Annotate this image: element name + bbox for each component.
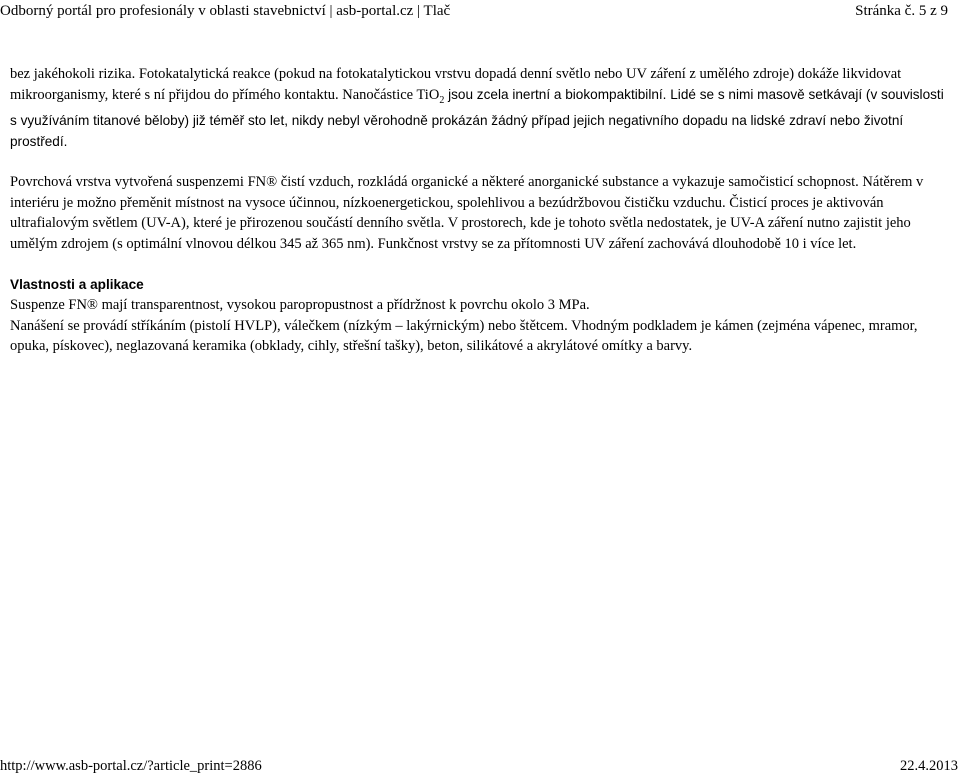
paragraph1-sentence1: bez jakéhokoli rizika. Fotokatalytická reakce (pokud na fotokatalytickou vrstvu dopadá denní světlo nebo UV záření z umělého zdroje) dokáže: [10, 66, 839, 82]
print-footer: [0, 756, 960, 776]
paragraph1-sentence4: Lidé se s nimi masově setkávají (v souvislosti s využíváním titanové běloby) již téměř sto let, nikdy nebyl věrohodně prokázán žádný případ jejich negativního dopadu na lidské zdraví nebo životní prostředí.: [10, 86, 944, 149]
subscript-2: 2: [439, 94, 445, 106]
paragraph-photocatalysis: [10, 64, 946, 152]
paragraph1-sentence3: jsou zcela inertní a biokompaktibilní.: [444, 86, 667, 102]
article-body: [10, 64, 946, 357]
section-properties: [10, 275, 946, 357]
footer-date: 22.4.2013: [900, 758, 958, 774]
site-title: Odborný portál pro profesionály v oblasti stavebnictví | asb-portal.cz | Tlač: [0, 3, 451, 19]
paragraph1-sentence2: likvidovat mikroorganismy, které s ní přijdou do přímého kontaktu. Nanočástice TiO: [10, 66, 902, 103]
print-header: [0, 0, 960, 22]
footer-url: http://www.asb-portal.cz/?article_print=2886: [0, 758, 262, 774]
section-line-2: Nanášení se provádí stříkáním (pistolí HVLP), válečkem (nízkým – lakýrnickým) nebo štětcem. Vhodným podkladem je kámen (zejména vápenec, mramor, opuka, pískovec), neglazovaná keramika (obklady, cihly, střešní tašky), beton, silikátové a akrylátové omítky a barvy.: [10, 317, 918, 355]
section-heading: Vlastnosti a aplikace: [10, 276, 144, 292]
page-number: Stránka č. 5 z 9: [855, 3, 948, 19]
paragraph-surface-layer: Povrchová vrstva vytvořená suspenzemi FN® čistí vzduch, rozkládá organické a některé anorganické substance a vykazuje samočisticí schopnost. Nátěrem v interiéru je možno přeměnit místnost na vysoce účinnou, nízkoenergetickou, spolehlivou a bezúdržbovou čističku vzduchu. Čisticí proces je aktivován ultrafialovým světlem (UV-A), které je přirozenou součástí denního světla. V prostorech, kde je tohoto světla nedostatek, je UV-A záření nutno zajistit jeho umělým zdrojem (s optimální vlnovou délkou 345 až 365 nm). Funkčnost vrstvy se za přítomnosti UV záření zachovává dlouhodobě 10 i více let.: [10, 174, 924, 253]
section-line-1: Suspenze FN® mají transparentnost, vysokou paropropustnost a přídržnost k povrchu okolo 3 MPa.: [10, 297, 590, 314]
